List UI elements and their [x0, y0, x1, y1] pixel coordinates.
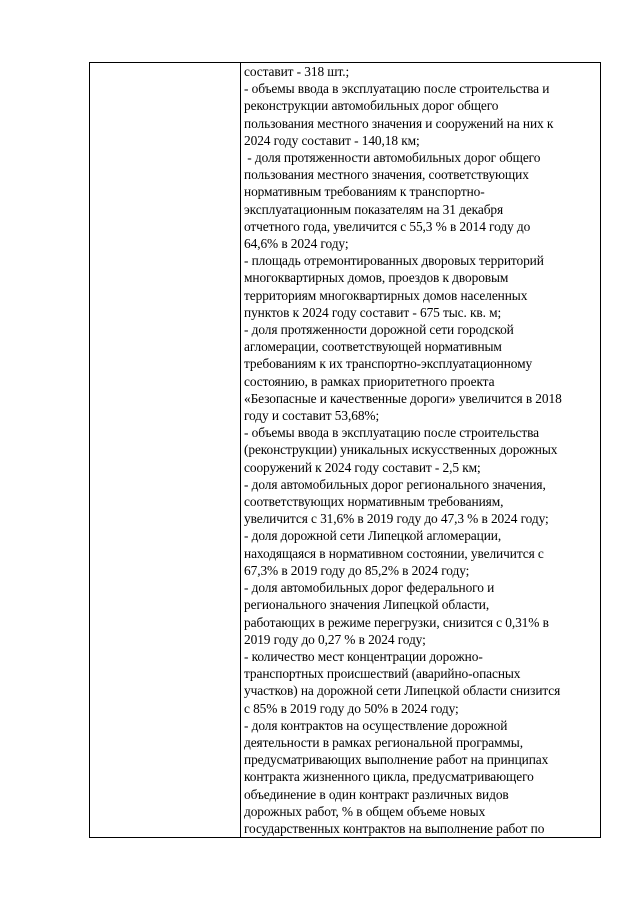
text-line: нормативным требованиям к транспортно- [244, 184, 485, 200]
text-line: - площадь отремонтированных дворовых территорий [244, 253, 544, 269]
text-line: сооружений к 2024 году составит - 2,5 км; [244, 459, 481, 475]
text-line: агломерации, соответствующей нормативным [244, 339, 502, 355]
text-line: отчетного года, увеличится с 55,3 % в 2014 году до [244, 218, 531, 234]
table-left-cell [90, 63, 241, 837]
text-line: (реконструкции) уникальных искусственных дорожных [244, 442, 558, 458]
text-line: предусматривающих выполнение работ на принципах [244, 752, 549, 768]
text-line: 64,6% в 2024 году; [244, 236, 349, 252]
text-line: 2019 году до 0,27 % в 2024 году; [244, 631, 426, 647]
text-line: составит - 318 шт.; [244, 64, 350, 79]
text-line: 67,3% в 2019 году до 85,2% в 2024 году; [244, 562, 470, 578]
text-line: - доля автомобильных дорог регионального значения, [244, 476, 546, 492]
indicators-table [89, 62, 601, 838]
text-line: - доля автомобильных дорог федерального и [244, 580, 495, 596]
text-line: контракта жизненного цикла, предусматривающего [244, 769, 534, 785]
text-line: требованиям к их транспортно-эксплуатационному [244, 356, 533, 372]
text-line: реконструкции автомобильных дорог общего [244, 98, 499, 114]
text-line: - доля протяженности дорожной сети городской [244, 322, 514, 338]
text-line: регионального значения Липецкой области, [244, 597, 490, 613]
text-line: «Безопасные и качественные дороги» увеличится в 2018 [244, 390, 562, 406]
text-line: пользования местного значения, соответствующих [244, 167, 529, 183]
text-line: государственных контрактов на выполнение работ по [244, 820, 545, 836]
text-line: находящаяся в нормативном состоянии, увеличится с [244, 545, 544, 561]
text-line: работающих в режиме перегрузки, снизится с 0,31% в [244, 614, 549, 630]
text-line: 2024 году составит - 140,18 км; [244, 132, 420, 148]
text-line: эксплуатационным показателям на 31 декабря [244, 201, 504, 217]
text-line: - объемы ввода в эксплуатацию после строительства и [244, 81, 550, 97]
text-line: - количество мест концентрации дорожно- [244, 648, 483, 664]
text-line: году и составит 53,68%; [244, 408, 380, 424]
text-line: объединение в один контракт различных видов [244, 786, 509, 802]
text-line: пунктов к 2024 году составит - 675 тыс. кв. м; [244, 304, 502, 320]
text-line: - доля протяженности автомобильных дорог общего [244, 150, 541, 166]
text-line: с 85% в 2019 году до 50% в 2024 году; [244, 700, 459, 716]
text-line: многоквартирных домов, проездов к дворовым [244, 270, 509, 286]
text-line: территориям многоквартирных домов населенных [244, 287, 528, 303]
text-line: соответствующих нормативным требованиям, [244, 494, 504, 510]
text-line: увеличится с 31,6% в 2019 году до 47,3 % в 2024 году; [244, 511, 549, 527]
text-line: пользования местного значения и сооружений на них к [244, 115, 554, 131]
text-line: - доля дорожной сети Липецкой агломерации, [244, 528, 502, 544]
text-line: - доля контрактов на осуществление дорожной [244, 717, 508, 733]
text-line: состоянию, в рамках приоритетного проекта [244, 373, 495, 389]
table-right-cell [241, 63, 600, 837]
text-line: дорожных работ, % в общем объеме новых [244, 803, 486, 819]
text-line: участков) на дорожной сети Липецкой области снизится [244, 683, 561, 699]
text-line: транспортных происшествий (аварийно-опасных [244, 666, 521, 682]
text-line: - объемы ввода в эксплуатацию после строительства [244, 425, 539, 441]
text-line: деятельности в рамках региональной программы, [244, 734, 523, 750]
